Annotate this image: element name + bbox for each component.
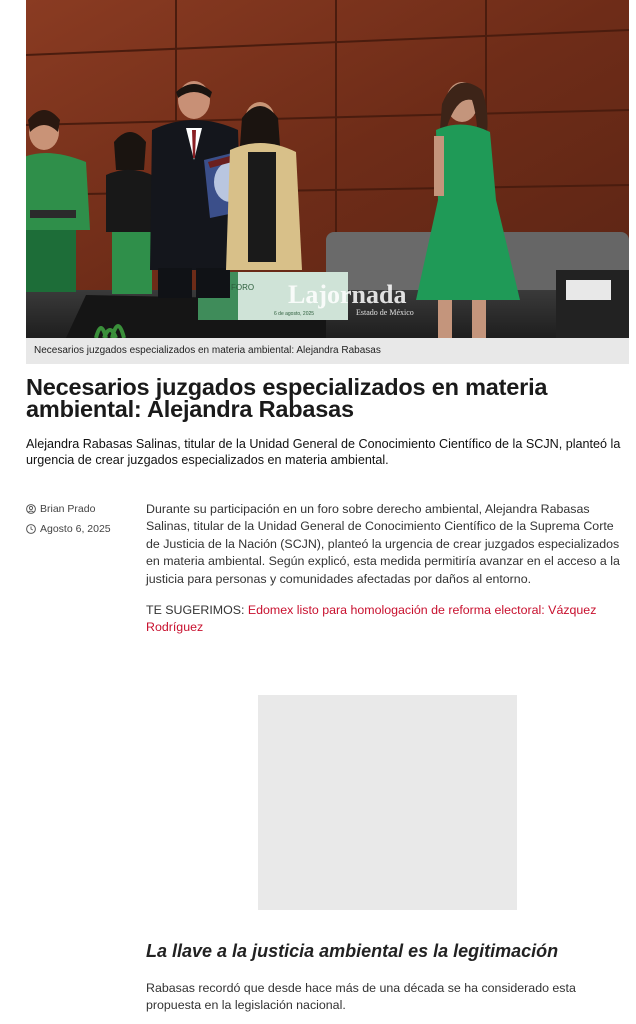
ad-placeholder <box>258 695 517 910</box>
banner-date: 6 de agosto, 2025 <box>274 311 315 317</box>
suggested-article <box>146 602 622 637</box>
author-name[interactable]: Brian Prado <box>40 503 96 515</box>
article-lede: Alejandra Rabasas Salinas, titular de la Unidad General de Conocimiento Científico de la SCJN, planteó la urgencia de crear juzgados especializados en materia ambiental. <box>26 437 621 467</box>
suggest-label: TE SUGERIMOS: <box>146 603 248 618</box>
publish-date: Agosto 6, 2025 <box>40 523 111 535</box>
article-body <box>146 501 622 637</box>
watermark-logo: Lajornada <box>288 280 407 309</box>
user-icon <box>26 504 36 514</box>
hero-photo <box>26 0 629 338</box>
article-title: Necesarios juzgados especializados en materia ambiental: Alejandra Rabasas <box>26 374 548 422</box>
paragraph-2: Rabasas recordó que desde hace más de una década se ha considerado esta propuesta en la legislación nacional. <box>146 981 576 1013</box>
author-row <box>26 501 138 517</box>
paragraph-1: Durante su participación en un foro sobre derecho ambiental, Alejandra Rabasas Salinas, titular de la Unidad General de Conocimiento Científico de la Suprema Corte de Justicia de la Nación (SCJN), planteó la urgencia de crear juzgados especializados en materia ambiental. Según explicó, esta medida permitiría avanzar en el acceso a la justicia para personas y comunidades afectadas por daños al entorno. <box>146 502 620 586</box>
watermark-subtitle: Estado de México <box>356 308 414 317</box>
banner-title: FORO <box>231 283 255 292</box>
hero-photo-illustration <box>26 0 629 338</box>
date-row <box>26 521 138 537</box>
clock-icon <box>26 524 36 534</box>
section-subheading: La llave a la justicia ambiental es la legitimación <box>146 941 559 961</box>
suggested-article-link[interactable]: Edomex listo para homologación de reforma electoral: Vázquez Rodríguez <box>146 603 597 635</box>
article-meta <box>26 501 138 541</box>
photo-caption: Necesarios juzgados especializados en materia ambiental: Alejandra Rabasas <box>26 338 629 364</box>
